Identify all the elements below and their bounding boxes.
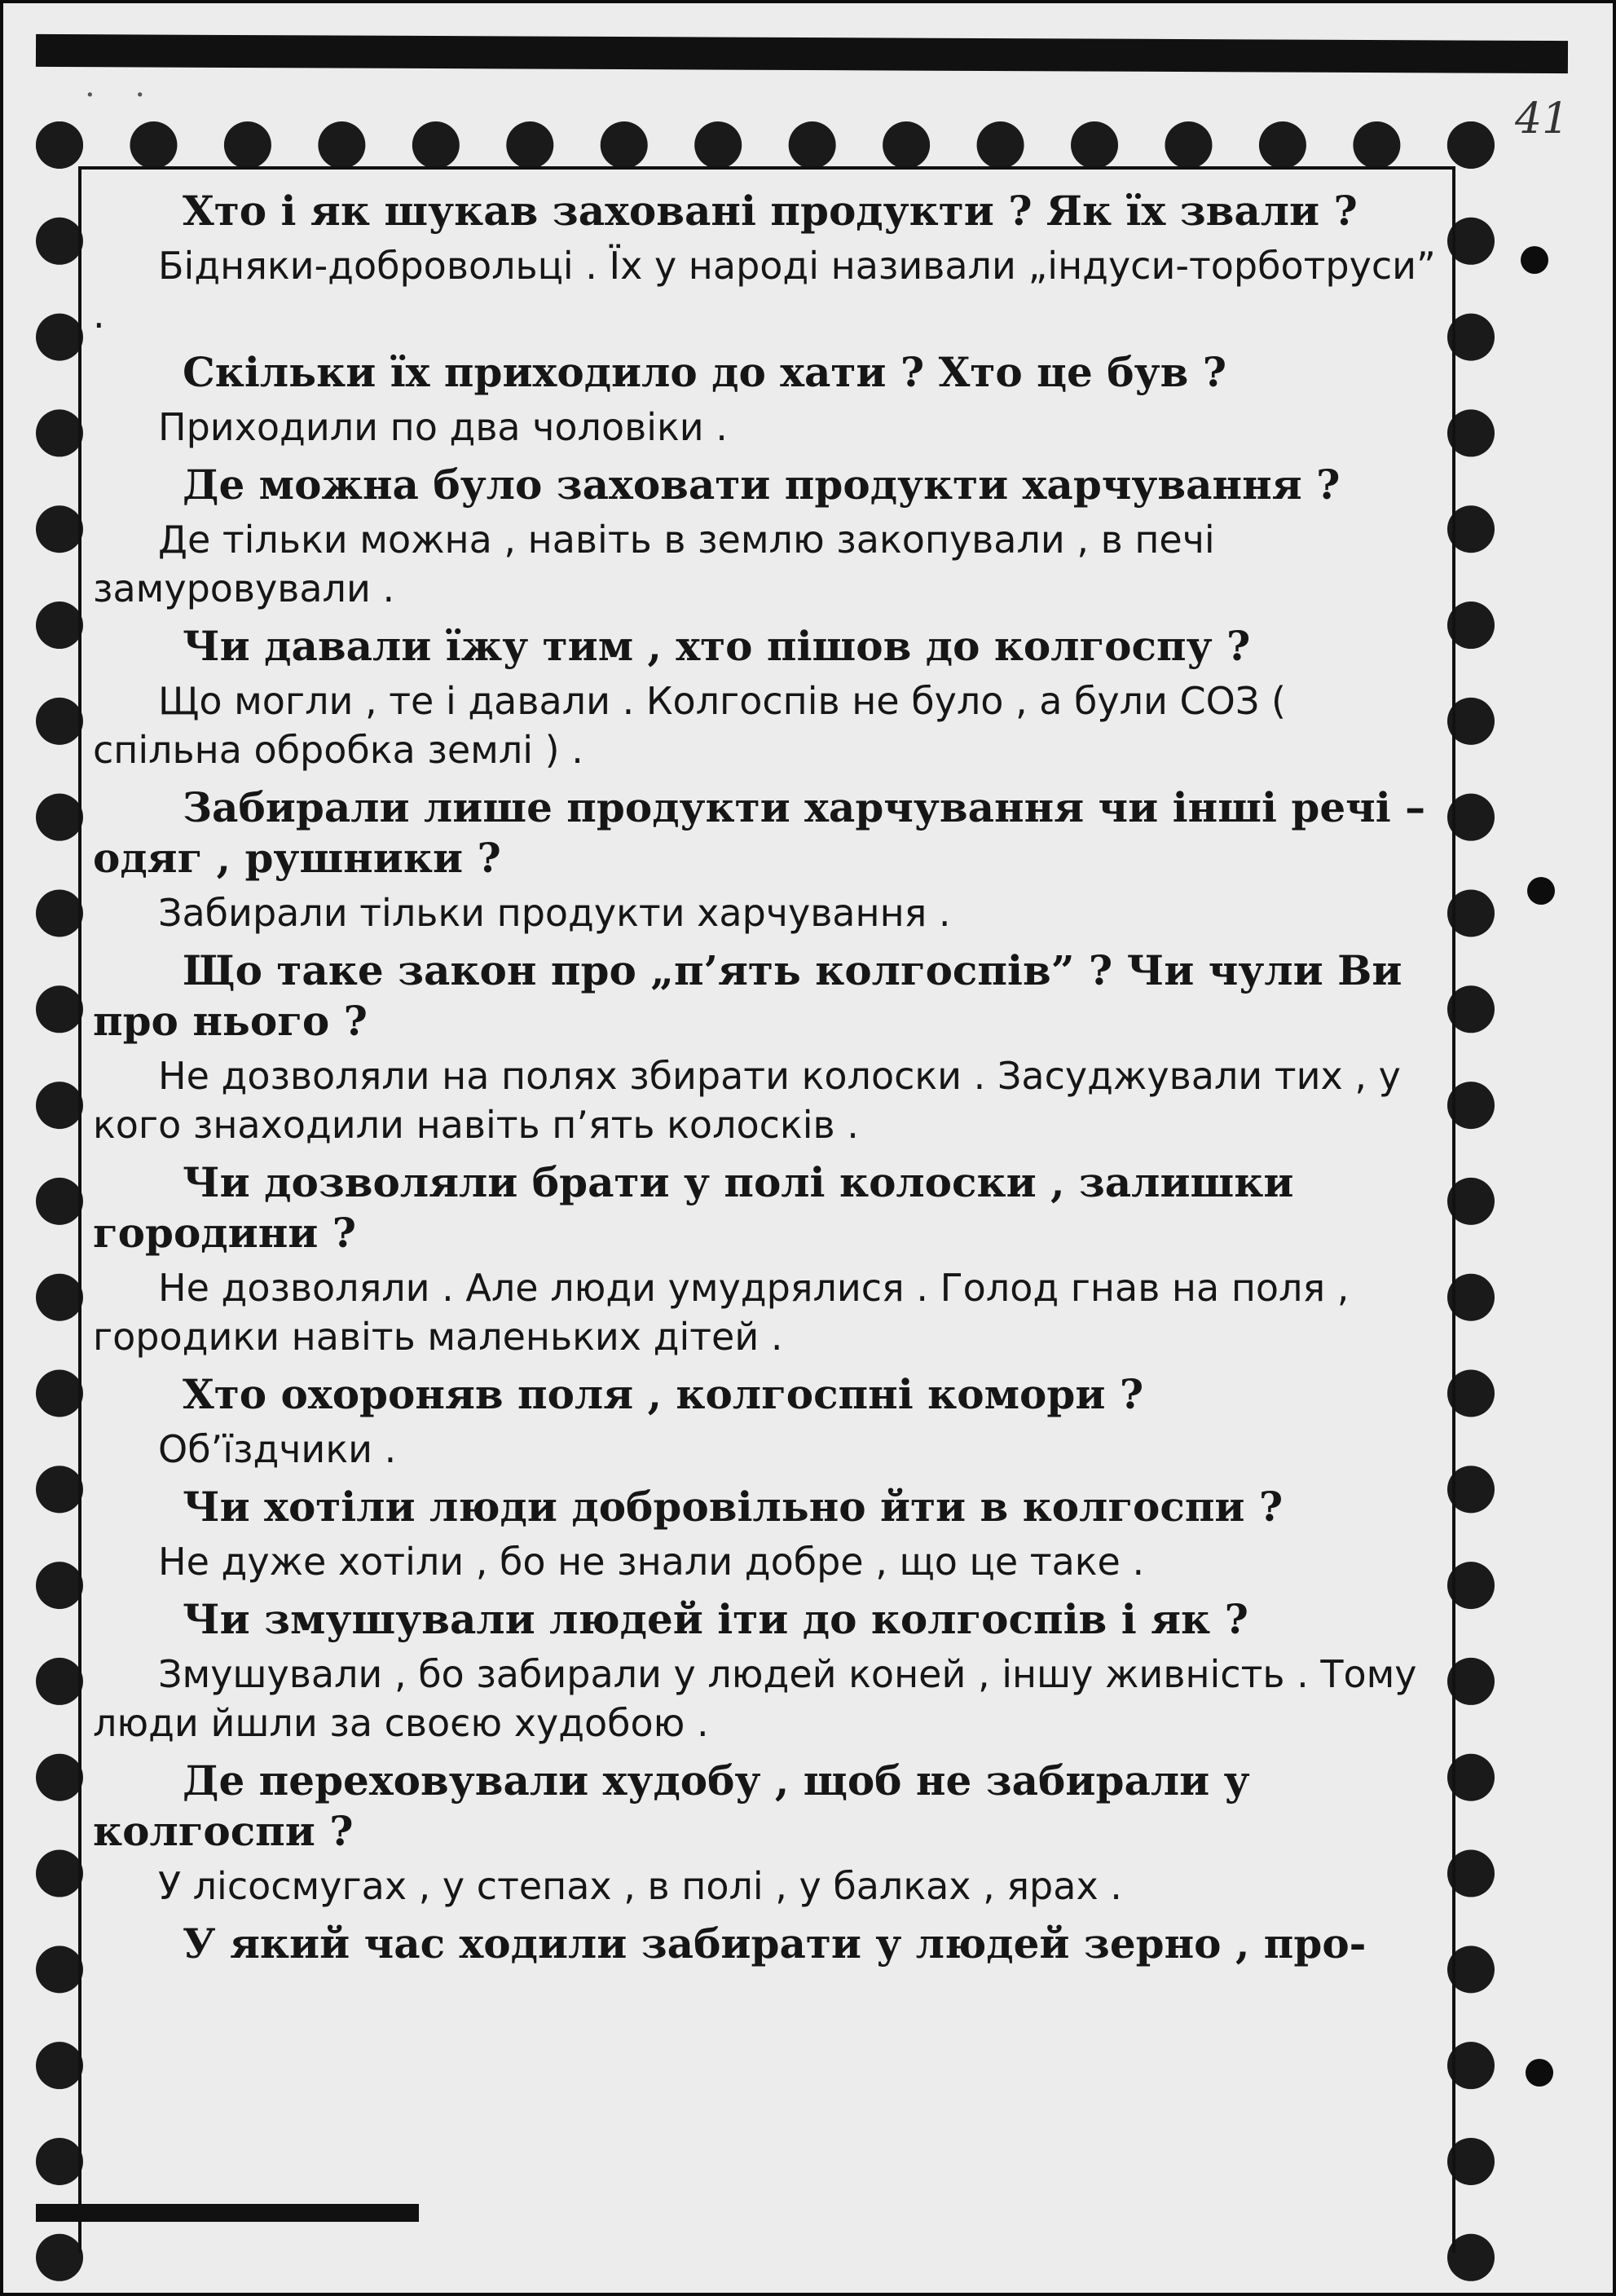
question-4: Чи давали їжу тим , хто пішов до колгоспу ? — [183, 622, 1251, 670]
question-7: Чи дозволяли брати у полі колоски , залишки городини ? — [93, 1158, 1294, 1257]
punch-hole — [1526, 2059, 1553, 2087]
answer-7: Не дозволяли . Але люди умудрялися . Голод гнав на поля , городики навіть маленьких дітей . — [93, 1266, 1350, 1359]
question-10: Чи змушували людей іти до колгоспів і як ? — [183, 1595, 1248, 1643]
dust-marks: · · — [85, 77, 161, 114]
answer-8: Об’їздчики . — [158, 1427, 397, 1471]
question-8: Хто охороняв поля , колгоспні комори ? — [183, 1370, 1144, 1418]
punch-hole — [1527, 877, 1555, 905]
scan-bottom-bar — [36, 2204, 419, 2222]
question-1: Хто і як шукав заховані продукти ? Як їх звали ? — [183, 187, 1358, 235]
page-number: 41 — [1515, 95, 1570, 143]
question-3: Де можна було заховати продукти харчування ? — [183, 461, 1341, 509]
question-12: У який час ходили забирати у людей зерно , про- — [183, 1919, 1367, 1968]
answer-3: Де тільки можна , навіть в землю закопували , в печі замуровували . — [93, 518, 1215, 610]
answer-11: У лісосмугах , у степах , в полі , у балках , ярах . — [158, 1864, 1122, 1908]
interview-text — [93, 183, 1438, 1974]
answer-6: Не дозволяли на полях збирати колоски . Засуджували тих , у кого знаходили навіть п’ять колосків . — [93, 1054, 1401, 1147]
answer-4: Що могли , те і давали . Колгоспів не було , а були СОЗ ( спільна обробка землі ) . — [93, 679, 1286, 772]
scanned-page — [3, 3, 1613, 2293]
punch-hole — [1521, 246, 1548, 274]
question-6: Що таке закон про „п’ять колгоспів” ? Чи чули Ви про нього ? — [93, 946, 1402, 1045]
question-5: Забирали лише продукти харчування чи інші речі – одяг , рушники ? — [93, 783, 1426, 882]
answer-9: Не дуже хотіли , бо не знали добре , що це таке . — [158, 1540, 1145, 1584]
answer-10: Змушували , бо забирали у людей коней , іншу живність . Тому люди йшли за своєю худобою . — [93, 1652, 1417, 1745]
question-9: Чи хотіли люди добровільно йти в колгоспи ? — [183, 1483, 1284, 1531]
answer-2: Приходили по два чоловіки . — [158, 405, 728, 449]
scan-top-bar — [36, 34, 1568, 73]
question-11: Де переховували худобу , щоб не забирали у колгоспи ? — [93, 1756, 1250, 1855]
answer-1: Бідняки-добровольці . Їх у народі називали „індуси-торботруси” . — [93, 244, 1436, 337]
question-2: Скільки їх приходило до хати ? Хто це був ? — [183, 348, 1227, 396]
answer-5: Забирали тільки продукти харчування . — [158, 891, 951, 935]
